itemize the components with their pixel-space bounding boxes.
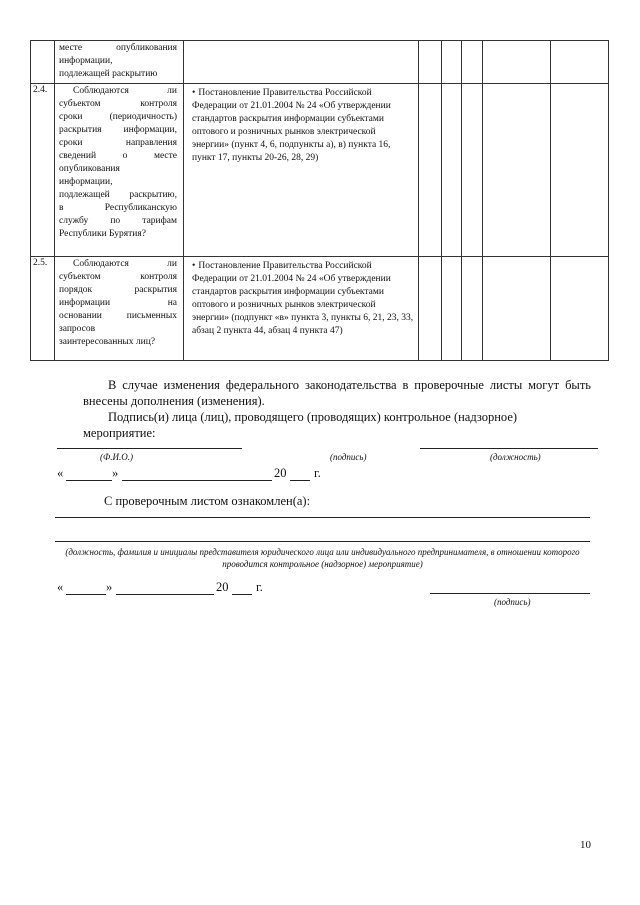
table-row: [31, 41, 609, 84]
question-line: Республики Бурятия?: [59, 229, 146, 239]
signature-intro: Подпись(и) лица (лиц), проводящего (проводящих) контрольное (надзорное) мероприятие:: [83, 410, 518, 440]
date-day-line: [66, 480, 112, 481]
question-line: субъектом контроля: [59, 272, 177, 282]
comment-cell: [551, 84, 609, 257]
year-suffix: г.: [314, 466, 321, 480]
date-open-quote-2: «: [57, 580, 64, 594]
bullet-icon: •: [192, 88, 196, 98]
question-cell: [55, 257, 184, 361]
comment-cell: [551, 41, 609, 84]
answer-yes-cell: [419, 84, 442, 257]
reference-cell: [184, 84, 419, 257]
question-line: сроки направления: [59, 138, 177, 148]
reference-cell: [184, 41, 419, 84]
familiarized-line-2: [55, 541, 590, 542]
position-label: (должность): [490, 452, 541, 462]
question-line: раскрытия информации,: [59, 125, 177, 135]
question-line: сроки (периодичность): [59, 112, 177, 122]
question-line: информации,: [59, 56, 113, 66]
question-line: службу по тарифам: [59, 216, 177, 226]
answer-na-cell: [462, 84, 483, 257]
bullet-icon: •: [192, 261, 196, 271]
question-line: заинтересованных лиц?: [59, 337, 156, 347]
answer-yes-cell: [419, 257, 442, 361]
note-cell: [483, 41, 551, 84]
date-open-quote: «: [57, 466, 64, 480]
date-close-quote-2: »: [106, 580, 113, 594]
position-line: [420, 448, 598, 449]
answer-yes-cell: [419, 41, 442, 84]
question-line: субъектом контроля: [59, 99, 177, 109]
reference-text: Постановление Правительства Российской Федерации от 21.01.2004 № 24 «Об утверждении стандартов раскрытия информации субъектами оптового и розничных рынков электрической энергии» (пункт 4, 6, подпункты а), в) пункта 16, пункт 17, пункты 20-26, 28, 29): [192, 88, 391, 163]
question-line: Соблюдаются ли: [73, 86, 177, 96]
answer-no-cell: [442, 84, 462, 257]
answer-no-cell: [442, 257, 462, 361]
year-suffix-2: г.: [256, 580, 263, 594]
fio-line: [57, 448, 242, 449]
question-line: информации,: [59, 177, 113, 187]
reference-cell: [184, 257, 419, 361]
table-row: [31, 84, 609, 257]
note-cell: [483, 84, 551, 257]
question-cell: [55, 41, 184, 84]
reference-text: Постановление Правительства Российской Федерации от 21.01.2004 № 24 «Об утверждении стандартов раскрытия информации субъектами оптового и розничных рынков электрической энергии» (подпункт «в» пункта 3, пункты 6, 21, 23, 33, абзац 2 пункта 44, абзац 4 пункта 47): [192, 261, 414, 336]
page-number: 10: [580, 839, 591, 851]
answer-no-cell: [442, 41, 462, 84]
question-line: месте опубликования: [59, 43, 177, 53]
comment-cell: [551, 257, 609, 361]
row-number: 2.5.: [31, 257, 55, 361]
signature-label: (подпись): [330, 452, 367, 462]
signature-label-2: (подпись): [494, 597, 531, 607]
year-prefix-2: 20: [216, 580, 229, 594]
year-line-2: [232, 594, 252, 595]
year-prefix: 20: [274, 466, 287, 480]
checklist-table: [30, 40, 609, 361]
note-cell: [483, 257, 551, 361]
question-line: основании письменных: [59, 311, 177, 321]
row-number: 2.4.: [31, 84, 55, 257]
date-day-line-2: [66, 594, 106, 595]
answer-na-cell: [462, 257, 483, 361]
date-month-line-2: [116, 594, 214, 595]
row-number: [31, 41, 55, 84]
fio-label: (Ф.И.О.): [100, 452, 133, 462]
question-line: информации на: [59, 298, 177, 308]
question-line: запросов: [59, 324, 96, 334]
question-line: Соблюдаются ли: [73, 259, 177, 269]
year-line: [290, 480, 310, 481]
question-line: сведений о месте: [59, 151, 177, 161]
representative-caption: (должность, фамилия и инициалы представителя юридического лица или индивидуального предпринимателя, в отношении которого проводится контрольное (надзорное) мероприятие): [65, 547, 580, 569]
question-line: порядок раскрытия: [59, 285, 177, 295]
question-line: в Республиканскую: [59, 203, 177, 213]
table-row: [31, 257, 609, 361]
date-month-line: [122, 480, 272, 481]
signature-line-2: [430, 593, 590, 594]
question-line: подлежащей раскрытию,: [59, 190, 177, 200]
question-line: подлежащей раскрытию: [59, 69, 158, 79]
changes-note: В случае изменения федерального законодательства в проверочные листы могут быть внесены дополнения (изменения).: [83, 378, 591, 408]
familiarized-label: С проверочным листом ознакомлен(а):: [104, 494, 311, 508]
question-line: опубликования: [59, 164, 120, 174]
answer-na-cell: [462, 41, 483, 84]
question-cell: [55, 84, 184, 257]
date-close-quote: »: [112, 466, 119, 480]
familiarized-line-1: [55, 517, 590, 518]
